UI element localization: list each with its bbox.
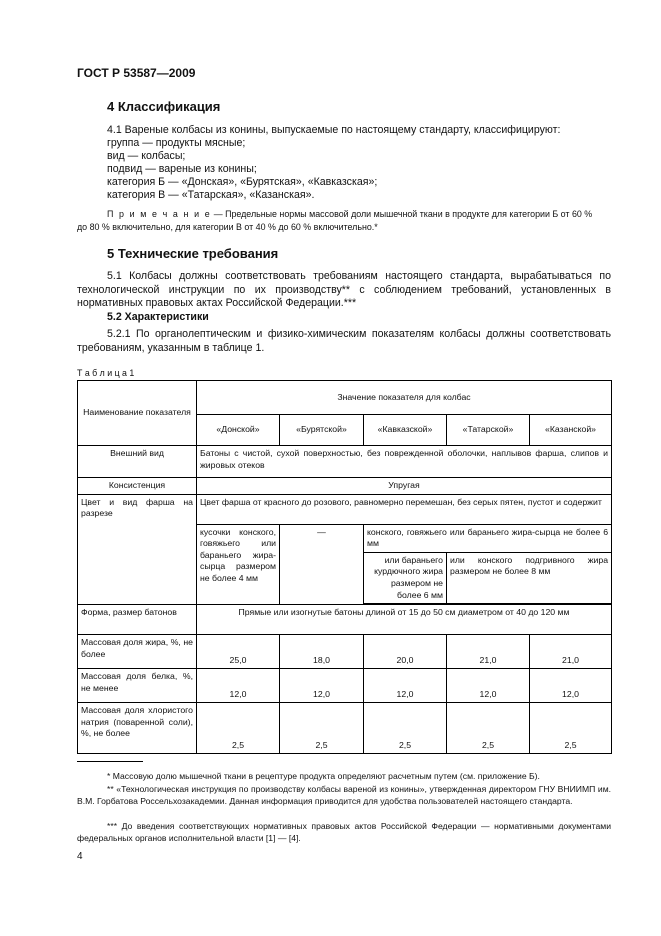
- row-fat-name: Массовая доля жира, %, не более: [78, 635, 197, 669]
- row-color-kvk-tat-kaz: конского, говяжьего или бараньего жира-сырца не более 6 мм: [364, 524, 612, 552]
- row-protein-donskoy: 12,0: [197, 669, 280, 703]
- row-color-buryatskoy: —: [280, 524, 364, 605]
- section-4-line-3: вид — колбасы;: [107, 150, 186, 162]
- footnote-3: *** До введения соответствующих нормативных правовых актов Российской Федерации — нормативными документами федеральных органов исполнительной власти [1] — [4].: [77, 821, 611, 844]
- row-protein-tatarskoy: 12,0: [447, 669, 530, 703]
- row-color-tat-kaz: или конского подгривного жира размером не более 8 мм: [447, 552, 612, 603]
- section-4-line-2: группа — продукты мясные;: [107, 137, 246, 149]
- row-salt-tatarskoy: 2,5: [447, 703, 530, 754]
- footnote-1: * Массовую долю мышечной ткани в рецептуре продукта определяют расчетным путем (см. приложение Б).: [107, 771, 540, 781]
- row-color-donskoy: кусочки конского, говяжьего или бараньего жира-сырца размером не более 4 мм: [197, 524, 280, 605]
- section-4-line-6: категория В — «Татарская», «Казанская».: [107, 189, 315, 201]
- document-header: ГОСТ Р 53587—2009: [77, 66, 196, 80]
- table-header-group: Значение показателя для колбас: [197, 381, 612, 415]
- footnote-2: ** «Технологическая инструкция по производству колбасы вареной из конины», утвержденная директором ГНУ ВНИИМП им. В.М. Горбатова Россельхозакадемии. Данная информация приводится для удобства пользователей настоящего стандарта.: [77, 784, 611, 807]
- section-5-2-heading: 5.2 Характеристики: [107, 311, 209, 323]
- section-4-note: [107, 208, 592, 221]
- row-color-value: Цвет фарша от красного до розового, равномерно перемешан, без серых пятен, пустот и содержит: [197, 494, 612, 524]
- table-header-name: Наименование показателя: [78, 381, 197, 446]
- row-appearance-value: Батоны с чистой, сухой поверхностью, без поврежденной оболочки, наплывов фарша, слипов и жировых отеков: [197, 446, 612, 478]
- table-1: [77, 380, 612, 754]
- row-fat-kazanskoy: 21,0: [530, 635, 612, 669]
- row-fat-tatarskoy: 21,0: [447, 635, 530, 669]
- row-fat-kavkazskoy: 20,0: [364, 635, 447, 669]
- section-4-heading: 4 Классификация: [107, 99, 221, 114]
- note-text-1: — Предельные нормы массовой доли мышечной ткани в продукте для категории Б от 60 %: [211, 209, 593, 219]
- row-shape-name: Форма, размер батонов: [78, 605, 197, 635]
- row-appearance-name: Внешний вид: [78, 446, 197, 478]
- row-salt-buryatskoy: 2,5: [280, 703, 364, 754]
- row-consistency-name: Консистенция: [78, 478, 197, 495]
- section-5-heading: 5 Технические требования: [107, 246, 279, 261]
- table-caption: Т а б л и ц а 1: [77, 368, 135, 378]
- table-header-tatarskoy: «Татарской»: [447, 415, 530, 446]
- row-protein-buryatskoy: 12,0: [280, 669, 364, 703]
- row-color-name: Цвет и вид фарша на разрезе: [78, 494, 197, 605]
- row-protein-kavkazskoy: 12,0: [364, 669, 447, 703]
- section-5-1-paragraph: 5.1 Колбасы должны соответствовать требованиям настоящего стандарта, вырабатываться по технологической инструкции по их производству** с соблюдением требований, установленных в нормативных правовых актах Российской Федерации.***: [77, 270, 611, 310]
- section-5-2-1-paragraph: 5.2.1 По органолептическим и физико-химическим показателям колбасы должны соответствовать требованиям, указанным в таблице 1.: [77, 328, 611, 354]
- table-header-buryatskoy: «Бурятской»: [280, 415, 364, 446]
- table-header-kazanskoy: «Казанской»: [530, 415, 612, 446]
- row-salt-kavkazskoy: 2,5: [364, 703, 447, 754]
- page-number: 4: [77, 851, 83, 862]
- row-fat-donskoy: 25,0: [197, 635, 280, 669]
- row-shape-value: Прямые или изогнутые батоны длиной от 15 до 50 см диаметром от 40 до 120 мм: [197, 605, 612, 635]
- row-color-kavkazskoy: или бараньего курдючного жира размером не более 6 мм: [364, 552, 447, 603]
- row-fat-buryatskoy: 18,0: [280, 635, 364, 669]
- row-protein-name: Массовая доля белка, %, не менее: [78, 669, 197, 703]
- footnote-rule: [77, 761, 143, 762]
- row-consistency-value: Упругая: [197, 478, 612, 495]
- row-salt-name: Массовая доля хлористого натрия (поваренной соли), %, не более: [78, 703, 197, 754]
- section-4-note-cont: до 80 % включительно, для категории В от 40 % до 60 % включительно.*: [77, 222, 378, 232]
- row-salt-kazanskoy: 2,5: [530, 703, 612, 754]
- section-4-line-4: подвид — вареные из конины;: [107, 163, 257, 175]
- table-header-donskoy: «Донской»: [197, 415, 280, 446]
- note-label: П р и м е ч а н и е: [107, 209, 212, 219]
- row-salt-donskoy: 2,5: [197, 703, 280, 754]
- section-4-line-1: 4.1 Вареные колбасы из конины, выпускаемые по настоящему стандарту, классифицируют:: [107, 124, 561, 136]
- row-protein-kazanskoy: 12,0: [530, 669, 612, 703]
- section-4-line-5: категория Б — «Донская», «Бурятская», «Кавказская»;: [107, 176, 378, 188]
- table-header-kavkazskoy: «Кавказской»: [364, 415, 447, 446]
